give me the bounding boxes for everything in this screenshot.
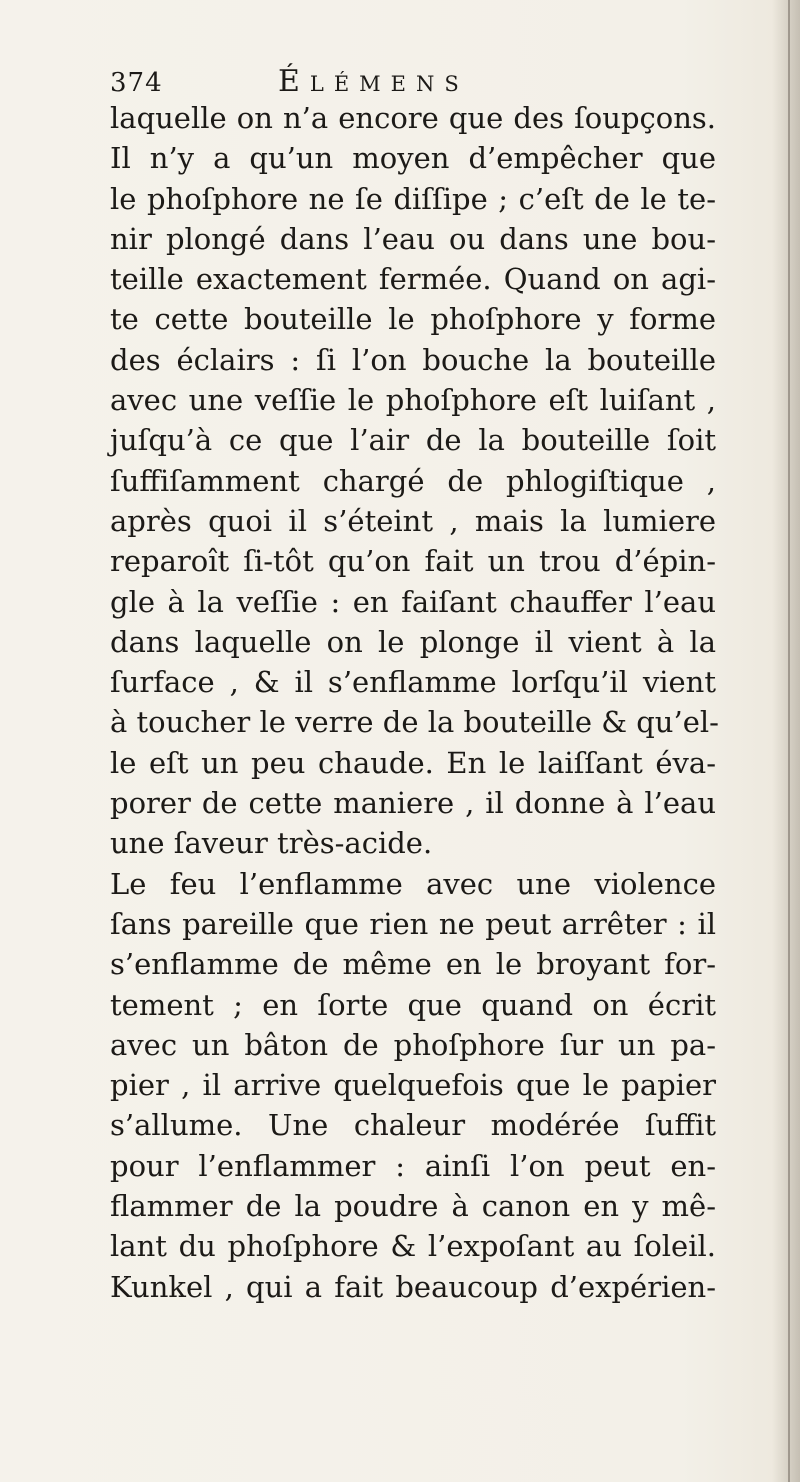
text-line: avec un bâton de phoſphore ſur un pa-	[110, 1027, 716, 1062]
text-line: Il n’y a qu’un moyen d’empêcher que	[110, 141, 716, 176]
text-line: s’allume. Une chaleur modérée ſuffit	[110, 1108, 716, 1143]
text-line: avec une veſſie le phoſphore eſt luiſant ,	[110, 383, 716, 418]
text-line: ſuffiſamment chargé de phlogiſtique ,	[110, 463, 716, 498]
page-edge-line	[788, 0, 790, 1482]
text-line: après quoi il s’éteint , mais la lumiere	[110, 503, 716, 538]
running-title: Élémens	[278, 64, 469, 99]
text-line: pier , il arrive quelquefois que le papier	[110, 1068, 716, 1103]
text-line: pour l’enflammer : ainſi l’on peut en-	[110, 1148, 716, 1183]
text-line: dans laquelle on le plonge il vient à la	[110, 624, 716, 659]
body-text	[110, 98, 719, 1307]
text-line: Kunkel , qui a fait beaucoup d’expérien-	[110, 1269, 716, 1304]
page-gutter-shadow	[772, 0, 800, 1482]
text-line: porer de cette maniere , il donne à l’eau	[110, 786, 716, 821]
text-line: Le feu l’enflamme avec une violence	[110, 866, 716, 901]
text-line: reparoît ſi-tôt qu’on fait un trou d’épin-	[110, 544, 716, 579]
text-line: le eſt un peu chaude. En le laiſſant éva-	[110, 745, 716, 780]
page-number: 374	[110, 68, 163, 98]
text-line: s’enflamme de même en le broyant for-	[110, 947, 716, 982]
text-line: te cette bouteille le phoſphore y forme	[110, 302, 716, 337]
text-line: juſqu’à ce que l’air de la bouteille ſoit	[110, 423, 716, 458]
text-line: teille exactement fermée. Quand on agi-	[110, 262, 716, 297]
text-line: ſurface , & il s’enflamme lorſqu’il vient	[110, 665, 716, 700]
text-line: ſans pareille que rien ne peut arrêter : il	[110, 906, 716, 941]
text-line: à toucher le verre de la bouteille & qu’el-	[110, 705, 719, 740]
text-line: gle à la veſſie : en faiſant chauffer l’eau	[110, 584, 716, 619]
text-line: une ſaveur très-acide.	[110, 826, 433, 861]
text-line: tement ; en ſorte que quand on écrit	[110, 987, 716, 1022]
text-line: le phoſphore ne ſe diſſipe ; c’eſt de le te-	[110, 181, 716, 216]
text-line: lant du phoſphore & l’expoſant au ſoleil.	[110, 1229, 716, 1264]
text-line: flammer de la poudre à canon en y mê-	[110, 1189, 716, 1224]
text-line: nir plongé dans l’eau ou dans une bou-	[110, 221, 716, 256]
text-line: laquelle on n’a encore que des ſoupçons.	[110, 101, 716, 135]
text-line: des éclairs : ſi l’on bouche la bouteille	[110, 342, 716, 377]
